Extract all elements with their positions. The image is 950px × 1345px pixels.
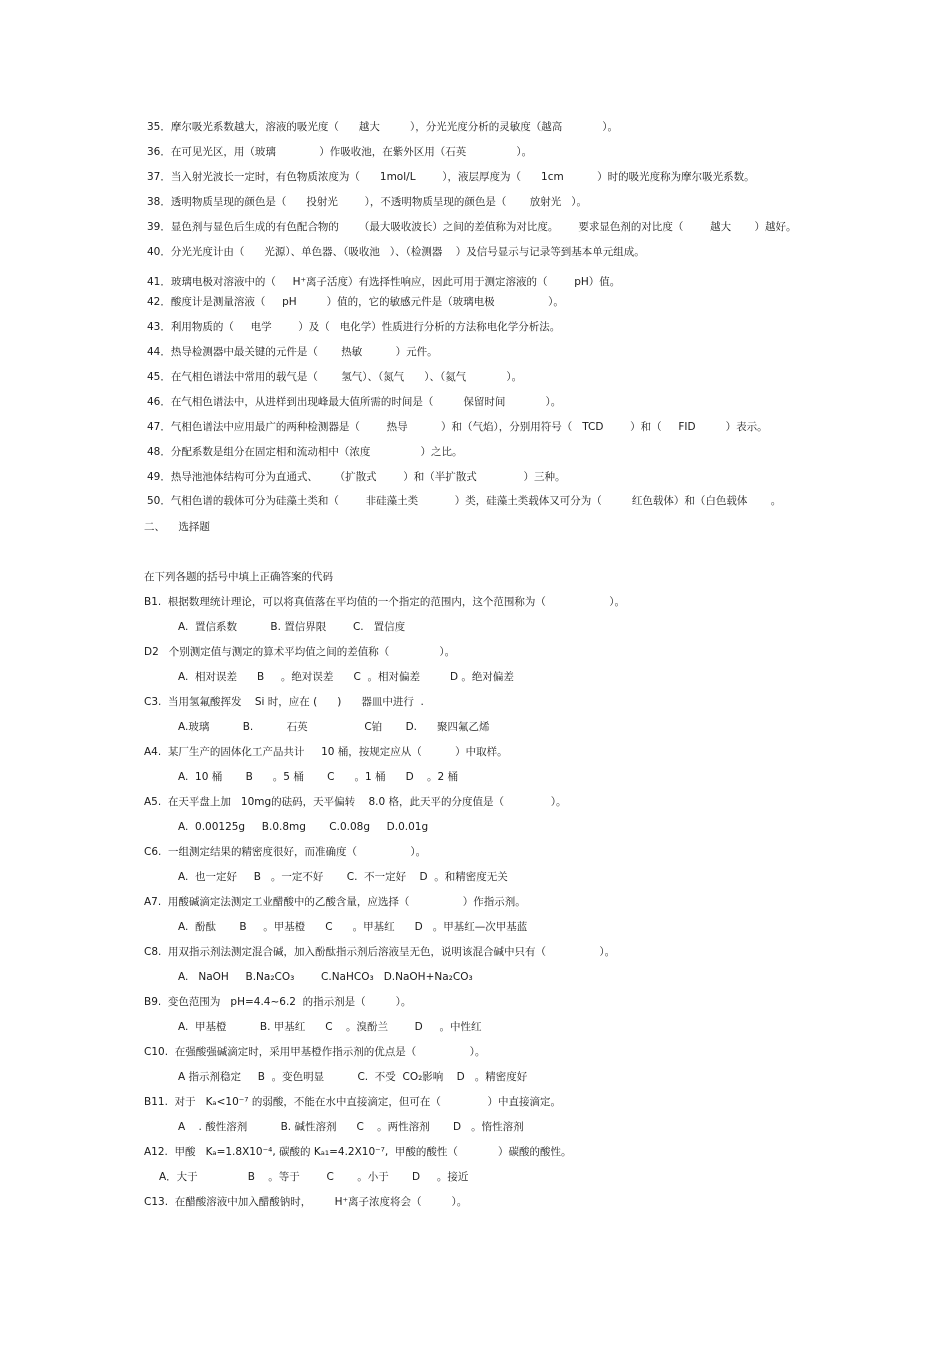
choice-question: D2 个别测定值与测定的算术平均值之间的差值称（ ）。 [144,646,456,658]
choice-options: A．大于 B 。等于 C 。小于 D 。接近 [159,1171,469,1183]
choice-question: B11. 对于 Kₐ<10⁻⁷ 的弱酸，不能在水中直接滴定，但可在（ ）中直接滴定。 [144,1096,562,1108]
choice-question: C6. 一组测定结果的精密度很好，而准确度（ ）。 [144,846,427,858]
choice-question: A12. 甲酸 Kₐ=1.8X10⁻⁴, 碳酸的 Kₐ₁=4.2X10⁻⁷, 甲酸的酸性（ ）碳酸的酸性。 [144,1146,572,1158]
question-39: 39．显色剂与显色后生成的有色配合物的 （最大吸收波长）之间的差值称为对比度。 要求显色剂的对比度（ 越大 ）越好。 [147,221,797,233]
choice-options: A. 相对误差 B 。绝对误差 C 。相对偏差 D 。绝对偏差 [178,671,514,683]
question-42: 42．酸度计是测量溶液（ pH ）值的，它的敏感元件是（玻璃电极 ）。 [147,296,564,308]
choice-options: A. 置信系数 B. 置信界限 C. 置信度 [178,621,406,633]
choice-question: A5. 在天平盘上加 10mg的砝码，天平偏转 8.0 格，此天平的分度值是（ ）。 [144,796,567,808]
choice-question: B1. 根据数理统计理论，可以将真值落在平均值的一个指定的范围内，这个范围称为（ ）。 [144,596,626,608]
choice-question: C10. 在强酸强碱滴定时，采用甲基橙作指示剂的优点是（ ）。 [144,1046,486,1058]
question-37: 37．当入射光波长一定时，有色物质浓度为（ 1mol/L ），液层厚度为（ 1cm ）时的吸光度称为摩尔吸光系数。 [147,171,755,183]
choice-options: A. 10 桶 B 。5 桶 C 。1 桶 D 。2 桶 [178,771,459,783]
instruction-text: 在下列各题的括号中填上正确答案的代码 [144,571,333,583]
choice-options: A. 酚酞 B 。甲基橙 C 。甲基红 D 。甲基红—次甲基蓝 [178,921,528,933]
choice-question: B9. 变色范围为 pH=4.4~6.2 的指示剂是（ ）。 [144,996,412,1008]
question-48: 48．分配系数是组分在固定相和流动相中（浓度 ）之比。 [147,446,463,458]
choice-options: A.玻璃 B. 石英 C铂 D. 聚四氟乙烯 [178,721,490,733]
question-44: 44．热导检测器中最关键的元件是（ 热敏 ）元件。 [147,346,438,358]
question-43: 43．利用物质的（ 电学 ）及（ 电化学）性质进行分析的方法称电化学分析法。 [147,321,561,333]
choice-options: A. 也一定好 B 。一定不好 C. 不一定好 D 。和精密度无关 [178,871,508,883]
question-36: 36．在可见光区，用（玻璃 ）作吸收池，在紫外区用（石英 ）。 [147,146,533,158]
choice-options: A . 酸性溶剂 B. 碱性溶剂 C 。两性溶剂 D 。惰性溶剂 [178,1121,524,1133]
choice-question: A7. 用酸碱滴定法测定工业醋酸中的乙酸含量，应选择（ ）作指示剂。 [144,896,526,908]
question-40: 40．分光光度计由（ 光源）、单色器、（吸收池 ）、（检测器 ）及信号显示与记录等到基本单元组成。 [147,246,645,258]
choice-options: A. 0.00125g B.0.8mg C.0.08g D.0.01g [178,821,429,833]
question-49: 49．热导池池体结构可分为直通式、 （扩散式 ）和（半扩散式 ）三种。 [147,471,566,483]
question-46: 46．在气相色谱法中，从进样到出现峰最大值所需的时间是（ 保留时间 ）。 [147,396,562,408]
question-35: 35．摩尔吸光系数越大，溶液的吸光度（ 越大 ），分光光度分析的灵敏度（越高 ）。 [147,121,618,133]
choice-question: C3. 当用氢氟酸挥发 Si 时，应在 ( ) 器皿中进行 . [144,696,424,708]
question-50: 50．气相色谱的载体可分为硅藻土类和（ 非硅藻土类 ）类，硅藻土类载体又可分为（ 红色载体）和（白色载体 。 [147,495,782,507]
choice-options: A. NaOH B.Na₂CO₃ C.NaHCO₃ D.NaOH+Na₂CO₃ [178,971,473,983]
choice-question: C13. 在醋酸溶液中加入醋酸钠时， H⁺离子浓度将会（ ）。 [144,1196,468,1208]
question-38: 38．透明物质呈现的颜色是（ 投射光 ），不透明物质呈现的颜色是（ 放射光 ）。 [147,196,587,208]
choice-options: A. 甲基橙 B. 甲基红 C 。溴酚兰 D 。中性红 [178,1021,482,1033]
section-heading: 二、 选择题 [144,521,210,533]
question-47: 47．气相色谱法中应用最广的两种检测器是（ 热导 ）和（气焰），分别用符号（ TCD ）和（ FID ）表示。 [147,421,768,433]
choice-question: C8. 用双指示剂法测定混合碱，加入酚酞指示剂后溶液呈无色，说明该混合碱中只有（ ）。 [144,946,616,958]
choice-options: A 指示剂稳定 B 。变色明显 C. 不受 CO₂影响 D 。精密度好 [178,1071,528,1083]
question-45: 45．在气相色谱法中常用的载气是（ 氢气）、（氮气 ）、（氦气 ）。 [147,371,523,383]
choice-question: A4. 某厂生产的固体化工产品共计 10 桶，按规定应从（ ）中取样。 [144,746,508,758]
question-41: 41．玻璃电极对溶液中的（ H⁺离子活度）有选择性响应，因此可用于测定溶液的（ pH）值。 [147,276,621,288]
